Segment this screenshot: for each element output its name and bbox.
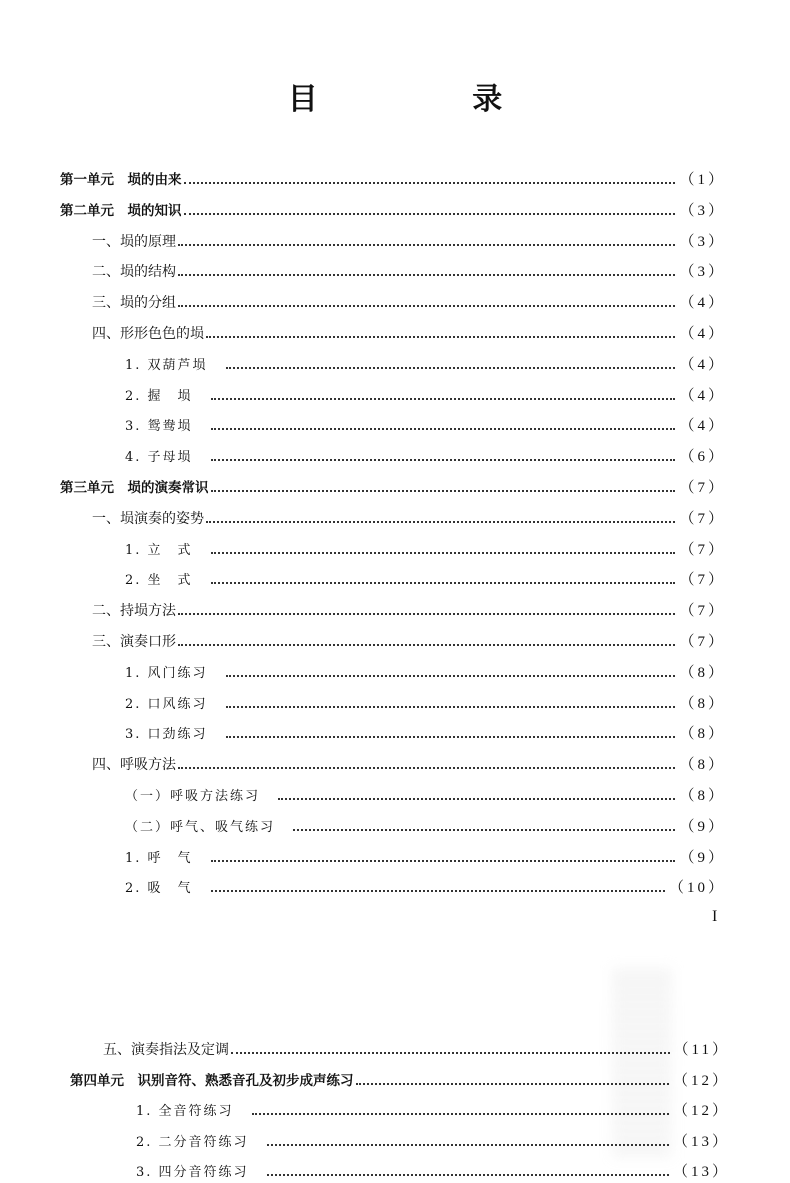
toc-entry[interactable] <box>125 355 726 375</box>
dot-leader <box>211 860 676 862</box>
page-number: I <box>712 908 718 925</box>
dot-leader <box>184 182 676 184</box>
dot-leader <box>356 1083 669 1085</box>
toc-entry-label: 2. 坐 式 <box>125 573 193 589</box>
toc-entry-page: （8） <box>679 757 726 774</box>
toc-entry[interactable] <box>92 601 726 621</box>
toc-entry-label: 第三单元 埙的演奏常识 <box>60 480 209 496</box>
dot-leader <box>267 1174 669 1176</box>
toc-entry-label: 第一单元 埙的由来 <box>60 172 182 188</box>
dot-leader <box>293 829 675 831</box>
toc-entry-label: 1. 风门练习 <box>125 665 208 681</box>
toc-entry[interactable] <box>136 1132 730 1152</box>
dot-leader <box>206 521 675 523</box>
toc-entry[interactable] <box>136 1162 730 1182</box>
toc-entry-label: 2. 口风练习 <box>125 696 208 712</box>
toc-entry[interactable] <box>103 1040 730 1060</box>
page-title: 目 录 <box>287 82 575 117</box>
toc-entry-page: （6） <box>679 449 726 466</box>
toc-entry[interactable] <box>125 447 726 467</box>
toc-entry[interactable] <box>125 786 726 806</box>
toc-entry[interactable] <box>60 170 726 190</box>
toc-entry[interactable] <box>92 262 726 282</box>
toc-entry[interactable] <box>125 694 726 714</box>
toc-entry[interactable] <box>92 324 726 344</box>
dot-leader <box>178 767 675 769</box>
dot-leader <box>211 490 676 492</box>
toc-entry[interactable] <box>92 293 726 313</box>
toc-entry-label: 1. 立 式 <box>125 542 193 558</box>
toc-entry-page: （12） <box>672 1072 730 1089</box>
toc-entry[interactable] <box>70 1071 730 1091</box>
toc-entry-label: 四、形形色色的埙 <box>92 326 204 342</box>
toc-entry[interactable] <box>60 201 726 221</box>
toc-entry-label: 3. 四分音符练习 <box>136 1165 249 1180</box>
dot-leader <box>178 644 675 646</box>
dot-leader <box>211 890 665 892</box>
toc-entry-page: （9） <box>679 818 726 835</box>
dot-leader <box>226 736 676 738</box>
toc-entry-page: （4） <box>679 356 726 373</box>
toc-entry-label: 二、持埙方法 <box>92 603 176 620</box>
toc-entry-label: 2. 二分音符练习 <box>136 1134 249 1150</box>
dot-leader <box>178 613 675 615</box>
toc-entry-page: （13） <box>672 1133 730 1150</box>
dot-leader <box>211 428 676 430</box>
toc-entry[interactable] <box>92 232 726 252</box>
toc-entry[interactable] <box>125 724 726 744</box>
dot-leader <box>252 1113 669 1115</box>
toc-entry-label: 三、演奏口形 <box>92 634 176 650</box>
toc-entry-label: 第四单元 识别音符、熟悉音孔及初步成声练习 <box>70 1072 354 1089</box>
toc-entry-page: （7） <box>679 603 726 620</box>
toc-entry-page: （8） <box>679 695 726 712</box>
toc-entry-label: 四、呼吸方法 <box>92 757 176 774</box>
toc-entry-page: （4） <box>679 387 726 404</box>
toc-entry[interactable] <box>92 509 726 529</box>
toc-entry-label: 三、埙的分组 <box>92 295 176 312</box>
toc-entry-page: （9） <box>679 849 726 866</box>
toc-entry-label: 五、演奏指法及定调 <box>103 1042 229 1058</box>
toc-entry[interactable] <box>125 386 726 406</box>
toc-entry-page: （3） <box>679 233 726 250</box>
dot-leader <box>211 459 676 461</box>
dot-leader <box>211 398 676 400</box>
toc-entry-page: （12） <box>672 1103 730 1119</box>
toc-entry[interactable] <box>125 848 726 868</box>
dot-leader <box>226 706 676 708</box>
dot-leader <box>184 213 676 215</box>
toc-entry-page: （7） <box>679 510 726 527</box>
toc-entry[interactable] <box>136 1101 730 1121</box>
toc-entry[interactable] <box>125 878 726 898</box>
toc-entry-label: 二、埙的结构 <box>92 264 176 281</box>
toc-entry-page: （4） <box>679 326 726 342</box>
toc-entry-label: 一、埙的原理 <box>92 233 176 250</box>
toc-entry-page: （7） <box>679 572 726 589</box>
toc-entry-label: 2. 吸 气 <box>125 881 193 897</box>
toc-entry[interactable] <box>60 478 726 498</box>
toc-entry-label: 1. 双葫芦埙 <box>125 357 208 373</box>
toc-entry-label: 3. 口劲练习 <box>125 727 208 743</box>
toc-entry-page: （13） <box>672 1164 730 1180</box>
toc-entry-page: （7） <box>679 480 726 496</box>
toc-entry-page: （4） <box>679 418 726 435</box>
toc-entry[interactable] <box>92 755 726 775</box>
toc-entry-label: （一）呼吸方法练习 <box>125 789 261 804</box>
dot-leader <box>267 1144 669 1146</box>
toc-entry[interactable] <box>125 570 726 590</box>
dot-leader <box>231 1052 670 1054</box>
toc-entry-page: （1） <box>679 172 726 188</box>
toc-entry-page: （8） <box>679 726 726 743</box>
toc-entry[interactable] <box>125 663 726 683</box>
toc-entry-label: 1. 全音符练习 <box>136 1104 234 1119</box>
toc-entry-page: （7） <box>679 634 726 650</box>
toc-entry[interactable] <box>125 540 726 560</box>
toc-entry-page: （3） <box>679 202 726 219</box>
toc-entry-label: 3. 鸳鸯埙 <box>125 419 193 435</box>
toc-entry-label: 4. 子母埙 <box>125 450 193 466</box>
dot-leader <box>178 274 675 276</box>
toc-entry-label: 一、埙演奏的姿势 <box>92 510 204 527</box>
dot-leader <box>178 244 675 246</box>
toc-entry-label: 第二单元 埙的知识 <box>60 202 182 219</box>
toc-entry-page: （8） <box>679 664 726 681</box>
dot-leader <box>226 367 676 369</box>
dot-leader <box>211 582 676 584</box>
toc-entry-page: （7） <box>679 541 726 558</box>
toc-entry[interactable] <box>125 416 726 436</box>
toc-entry-page: （3） <box>679 264 726 281</box>
toc-entry-page: （8） <box>679 788 726 804</box>
toc-entry-page: （4） <box>679 295 726 312</box>
toc-entry-page: （10） <box>668 880 726 897</box>
dot-leader <box>206 336 675 338</box>
toc-entry-label: （二）呼气、吸气练习 <box>125 819 276 835</box>
toc-entry[interactable] <box>92 632 726 652</box>
toc-entry-label: 2. 握 埙 <box>125 388 193 404</box>
toc-entry-label: 1. 呼 气 <box>125 850 193 866</box>
dot-leader <box>278 798 675 800</box>
dot-leader <box>178 305 675 307</box>
toc-entry-page: （11） <box>673 1042 730 1058</box>
dot-leader <box>226 675 676 677</box>
bleed-through-shadow <box>612 968 672 1158</box>
dot-leader <box>211 552 676 554</box>
toc-entry[interactable] <box>125 817 726 837</box>
